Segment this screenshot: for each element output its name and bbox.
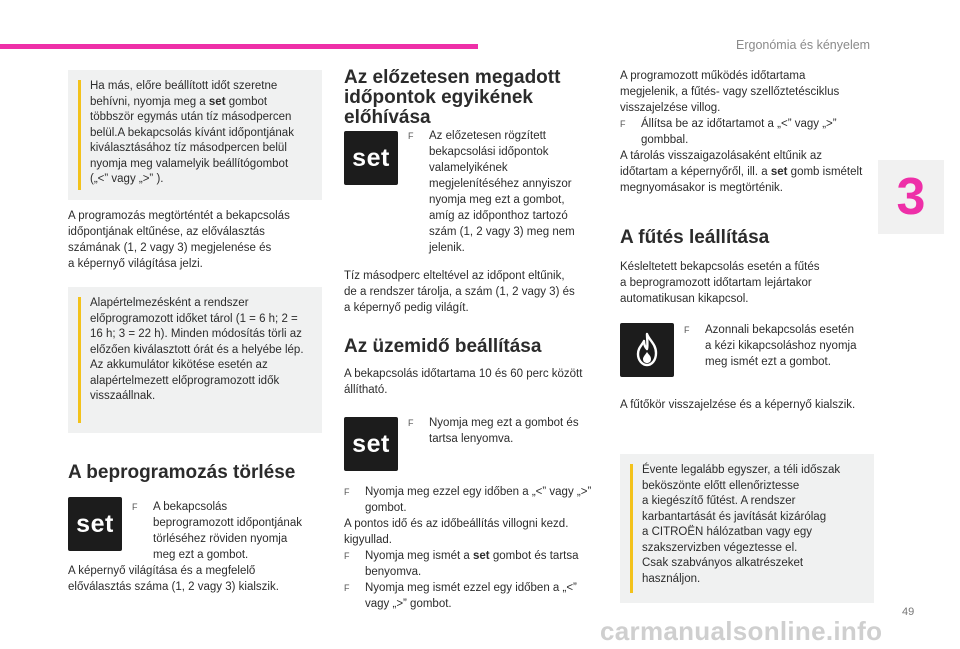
section-title: Ergonómia és kényelem (736, 38, 871, 52)
bullet-icon: F (620, 119, 626, 129)
chapter-badge (878, 160, 944, 234)
set-button-image: set (344, 131, 398, 185)
note-box-reprogram (68, 70, 322, 200)
page-number: 49 (902, 606, 915, 618)
step-hold: F Nyomja meg ezt a gombot és tartsa lenyomva. (408, 417, 579, 445)
paragraph-display-off: A képernyő világítása és a megfelelő előválasztás száma (1, 2 vagy 3) kialszik. (68, 565, 279, 593)
heater-button-image (620, 323, 674, 377)
bullet-icon: F (132, 502, 138, 512)
note-box-maintenance (620, 454, 874, 603)
watermark: carmanualsonline.info (600, 616, 883, 646)
paragraph-auto-off: Késleltetett bekapcsolás esetén a fűtés a beprogramozott időtartam lejártakor automatikusan kikapcsol. (620, 261, 820, 305)
paragraph-indicator-off: A fűtőkör visszajelzése és a képernyő kialszik. (620, 399, 856, 411)
note-text: Alapértelmezésként a rendszer előprogramozott időket tárol (1 = 6 h; 2 = 16 h; 3 = 22 h). Minden módosítás törli az előzően kiválasztott órát és a helyébe lép. Az akkumulátor kikötése esetén az alapértelmezett előprogramozott idők visszaállnak. (90, 297, 304, 402)
bullet-icon: F (344, 551, 350, 561)
bullet-icon: F (344, 583, 350, 593)
heading-stop-heating: A fűtés leállítása (620, 227, 770, 248)
paragraph-duration-display: A programozott működés időtartama megjelenik, a fűtés- vagy szellőztetésciklus visszajelzése villog. F Állítsa be az időtartamot a „<” vagy „>” gombbal. A tárolás visszaigazolásaként eltűnik az időtartam a képernyőről, ill. a set gomb ismételt megnyomásakor is megtörténik. (620, 70, 863, 194)
heading-delete-programming: A beprogramozás törlése (68, 462, 296, 483)
bullet-icon: F (684, 325, 690, 335)
step-delete: F A bekapcsolás beprogramozott időpontjának törléséhez röviden nyomja meg ezt a gombot. (132, 501, 302, 561)
paragraph-runtime-range: A bekapcsolás időtartama 10 és 60 perc között állítható. (344, 368, 583, 396)
note-box-defaults (68, 287, 322, 433)
heading-runtime: Az üzemidő beállítása (344, 336, 542, 357)
paragraph-time-disappears: Tíz másodperc elteltével az időpont eltűnik, de a rendszer tárolja, a szám (1, 2 vagy 3) és a képernyő pedig világít. (344, 270, 575, 314)
set-button-image: set (68, 497, 122, 551)
note-marker (78, 80, 81, 190)
runtime-instructions: F Nyomja meg ezzel egy időben a „<” vagy „>” gombot. A pontos idő és az időbeállítás villogni kezd. kigyullad. F Nyomja meg ismét a set gombot és tartsa benyomva. F Nyomja meg ismét ezzel egy időben a „<” vagy „>” gombot. (344, 486, 592, 610)
note-text: Ha más, előre beállított időt szeretne behívni, nyomja meg a set gombot többször egymás után tíz másodpercen belül.A bekapcsolás kívánt időpontjának kiválasztásához tíz másodpercen belül nyomja meg valamelyik beállítógombot („<” vagy „>” ). (90, 80, 294, 185)
note-marker (630, 464, 633, 593)
bullet-icon: F (408, 418, 414, 428)
header-accent-bar (0, 44, 478, 49)
bullet-icon: F (344, 487, 350, 497)
chapter-number: 3 (896, 168, 926, 226)
step-manual-off: F Azonnali bekapcsolás esetén a kézi kikapcsoláshoz nyomja meg ismét ezt a gombot. (684, 324, 857, 368)
heading-recall-time: Az előzetesen megadott időpontok egyikének előhívása (344, 67, 561, 128)
flame-icon (632, 331, 662, 369)
step-recall: F Az előzetesen rögzített bekapcsolási időpontok valamelyikének megjelenítéséhez annyiszor nyomja meg ezt a gombot, amíg az időponthoz tartozó szám (1, 2 vagy 3) meg nem jelenik. (408, 130, 575, 254)
note-text: Évente legalább egyszer, a téli időszak beköszönte előtt ellenőriztesse a kiegészítő fűtést. A rendszer karbantartását és javítását kizárólag a CITROËN hálózatban vagy egy szakszervizben végeztesse el. Csak szabványos alkatrészeket használjon. (642, 464, 841, 585)
bullet-icon: F (408, 131, 414, 141)
set-button-image: set (344, 417, 398, 471)
note-marker (78, 297, 81, 423)
paragraph-programming-confirmed: A programozás megtörténtét a bekapcsolás időpontjának eltűnése, az előválasztás számának (1, 2 vagy 3) megjelenése és a képernyő világítása jelzi. (68, 210, 290, 270)
